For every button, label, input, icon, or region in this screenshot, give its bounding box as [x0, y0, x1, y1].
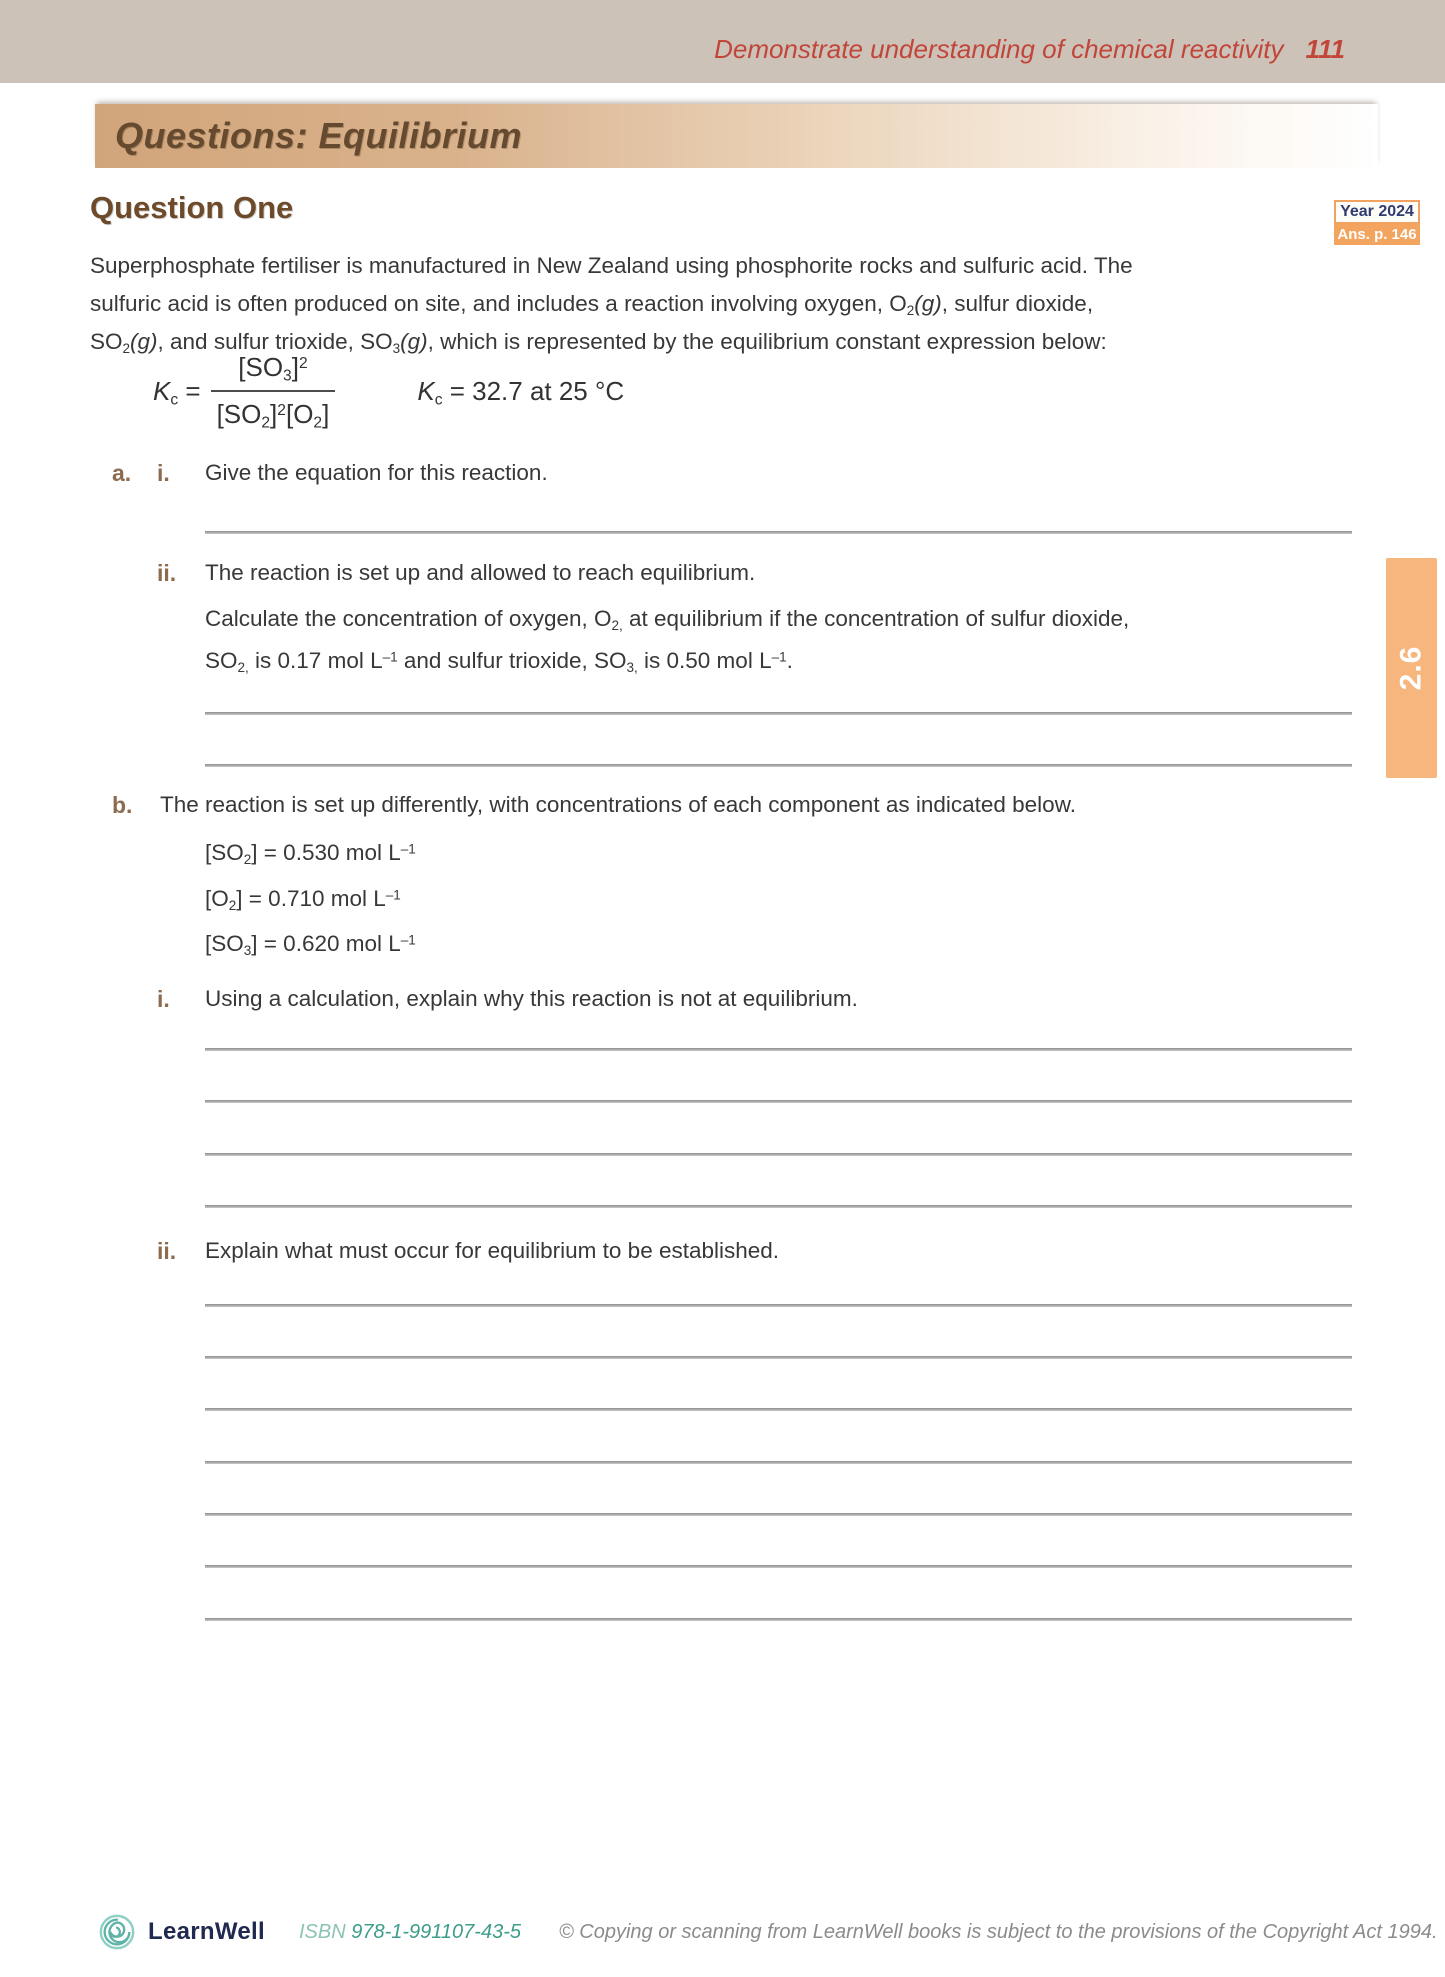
part-b-i-label: i. — [157, 986, 170, 1012]
answer-line — [205, 764, 1352, 767]
part-a-ii-question-line-1: The reaction is set up and allowed to reach equilibrium. — [205, 560, 756, 585]
answer-line — [205, 1205, 1352, 1208]
question-heading: Question One — [90, 190, 294, 225]
concentration-value: $[SO_3] = 0.620$ mol $L^{-1}$ — [205, 931, 416, 958]
learnwell-logo-icon — [98, 1913, 136, 1951]
answer-line — [205, 1153, 1352, 1156]
answer-line — [205, 531, 1352, 534]
year-badge: Year 2024 — [1334, 200, 1420, 224]
part-a-i-label: i. — [157, 460, 170, 486]
badges — [1334, 200, 1420, 245]
part-a-i-question: Give the equation for this reaction. — [205, 460, 548, 485]
equilibrium-expression — [153, 352, 624, 430]
part-b-i-question: Using a calculation, explain why this reaction is not at equilibrium. — [205, 986, 858, 1011]
answer-line — [205, 1408, 1352, 1411]
isbn-number: 978-1-991107-43-5 — [351, 1920, 521, 1943]
answer-line — [205, 712, 1352, 715]
kc-lhs: $K_c$ = — [153, 375, 201, 408]
concentration-value: $[SO_2] = 0.530$ mol $L^{-1}$ — [205, 840, 416, 867]
chapter-tab-label: 2.6 — [1394, 645, 1428, 691]
part-b-intro: The reaction is set up differently, with concentrations of each component as indicated below. — [160, 792, 1076, 817]
copyright-notice: © Copying or scanning from LearnWell books is subject to the provisions of the Copyright Act 1994. — [558, 1920, 1438, 1943]
kc-value: $K_c = 32.7$ at 25 °C — [417, 375, 625, 408]
part-b-label: b. — [112, 792, 133, 818]
kc-denominator: $[SO_2]^2[O_2]$ — [211, 390, 336, 430]
concentration-value: $[O_2] = 0.710$ mol $L^{-1}$ — [205, 886, 401, 913]
answer-line — [205, 1618, 1352, 1621]
answer-line — [205, 1048, 1352, 1051]
chapter-tab — [1386, 558, 1437, 778]
part-a-ii-question-line-3: $SO_{2,}$ is 0.17 mol $L^{-1}$ and sulfur trioxide, $SO_{3,}$ is 0.50 mol $L^{-1}$. — [205, 648, 793, 675]
part-b-ii-question: Explain what must occur for equilibrium to be established. — [205, 1238, 780, 1263]
intro-line-1: Superphosphate fertiliser is manufactured in New Zealand using phosphorite rocks and sulfuric acid. The — [90, 253, 1133, 278]
isbn — [299, 1921, 521, 1944]
kc-numerator: $[SO_3]^2$ — [238, 352, 308, 385]
page-footer — [98, 1908, 1438, 1956]
intro-line-2: sulfuric acid is often produced on site, and includes a reaction involving oxygen, $O_2(g)$, sulfur dioxide, — [90, 291, 1094, 318]
page-number: 111 — [1305, 34, 1345, 64]
intro-line-3: $SO_2(g)$, and sulfur trioxide, $SO_3(g)$, which is represented by the equilibrium constant expression below: — [90, 329, 1107, 356]
answer-line — [205, 1513, 1352, 1516]
brand-name: LearnWell — [148, 1918, 265, 1945]
running-header — [714, 34, 1345, 65]
part-a-ii-question-line-2: Calculate the concentration of oxygen, $O_{2,}$ at equilibrium if the concentration of sulfur dioxide, — [205, 606, 1130, 633]
section-title: Questions: Equilibrium — [115, 115, 523, 156]
isbn-label: ISBN — [298, 1920, 346, 1943]
part-a-label: a. — [112, 460, 132, 486]
answer-page-badge: Ans. p. 146 — [1334, 224, 1420, 245]
answer-line — [205, 1565, 1352, 1568]
answer-line — [205, 1100, 1352, 1103]
part-b-ii-label: ii. — [157, 1238, 177, 1264]
section-banner — [95, 104, 1378, 168]
question-intro — [90, 247, 1350, 361]
answer-line — [205, 1461, 1352, 1464]
kc-fraction — [211, 352, 336, 430]
answer-line — [205, 1304, 1352, 1307]
answer-line — [205, 1356, 1352, 1359]
part-a-ii-label: ii. — [157, 560, 177, 586]
page-header-band — [0, 0, 1445, 83]
chapter-title: Demonstrate understanding of chemical reactivity — [714, 34, 1284, 64]
